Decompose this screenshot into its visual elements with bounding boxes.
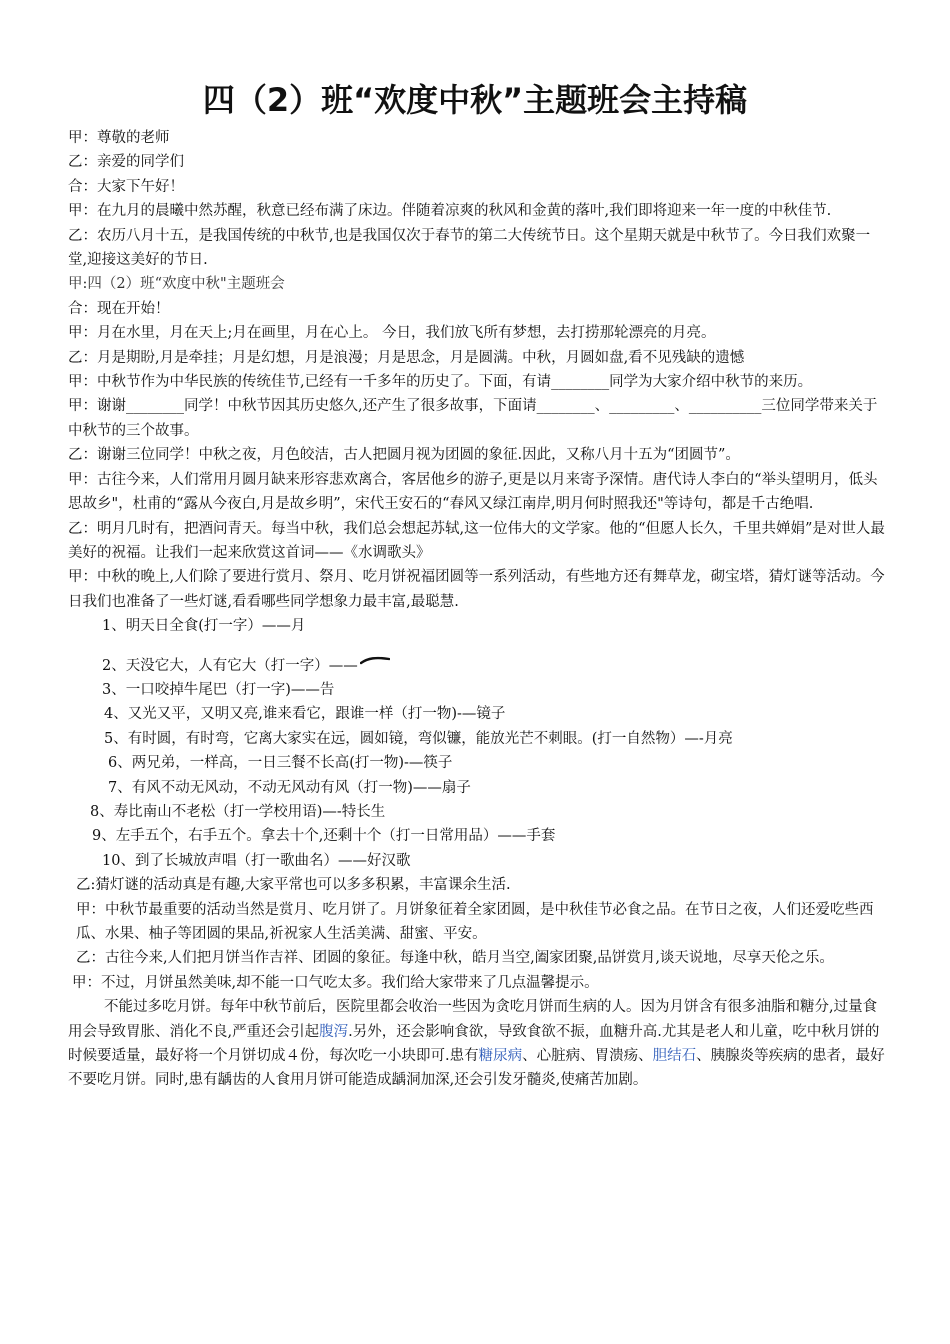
riddle-item: 7、有风不动无风动，不动无风动有风（打一物)——扇子 bbox=[108, 779, 471, 796]
paragraph-health-tip bbox=[68, 995, 888, 1093]
paragraph-history: 甲：中秋节作为中华民族的传统佳节,已经有一千多年的历史了。下面，有请________同学为大家介绍中秋节的来历。 bbox=[68, 374, 813, 391]
document-title: 四（2）班“欢度中秋”主题班会主持稿 bbox=[202, 81, 748, 119]
handwritten-answer bbox=[360, 652, 390, 666]
paragraph-moon-2: 乙：月是期盼,月是牵挂；月是幻想，月是浪漫；月是思念，月是圆满。中秋，月圆如盘,看不见残缺的遗憾 bbox=[68, 349, 745, 366]
riddle-item: 1、明天日全食(打一字）——月 bbox=[102, 618, 306, 635]
riddle-item: 10、到了长城放声唱（打一歌曲名）——好汉歌 bbox=[102, 852, 411, 869]
riddle-item: 8、寿比南山不老松（打一学校用语)—-特长生 bbox=[90, 803, 386, 820]
line-greeting-students: 乙：亲爱的同学们 bbox=[68, 154, 184, 171]
paragraph-mooncake-1: 甲：中秋节最重要的活动当然是赏月、吃月饼了。月饼象征着全家团圆，是中秋佳节必食之品。在节日之夜，人们还爱吃些西瓜、水果、柚子等团圆的果品,祈祝家人生活美满、甜蜜、平安。 bbox=[76, 901, 874, 942]
link-diarrhea[interactable]: 腹泻 bbox=[319, 1023, 349, 1040]
paragraph-reunion: 乙：谢谢三位同学！中秋之夜，月色皎洁，古人把圆月视为团圆的象征.因此，又称八月十五为“团圆节”。 bbox=[68, 447, 740, 464]
riddle-item-text: 2、天没它大，人有它大（打一字）—— bbox=[102, 657, 358, 674]
tip-text: .另外，还会影响食欲，导致食欲不振，血糖升高.尤其是老人和儿童，吃中秋月饼的时候要适量，最好将一个月饼切成４份，每次吃一小块即可.患有 bbox=[68, 1023, 880, 1065]
paragraph-poems: 甲：古往今来，人们常用月圆月缺来形容悲欢离合，客居他乡的游子,更是以月来寄予深情。唐代诗人李白的“举头望明月，低头思故乡"，杜甫的“露从今夜白,月是故乡明”，宋代王安石的“春风又绿江南岸,明月何时照我还"等诗句，都是千古绝唱. bbox=[68, 471, 878, 513]
link-diabetes[interactable]: 糖尿病 bbox=[478, 1048, 523, 1065]
tip-text: 不能过多吃月饼。每年中秋节前后，医院里都会收治一些因为贪吃月饼而生病的人。因为月饼含有很多油脂和糖分,过量食用会导致胃胀、消化不良,严重还会引起 bbox=[68, 999, 878, 1040]
line-greeting-all: 合：大家下午好！ bbox=[68, 178, 184, 195]
paragraph-riddles-intro: 甲：中秋的晚上,人们除了要进行赏月、祭月、吃月饼祝福团圆等一系列活动，有些地方还有舞草龙，砌宝塔，猜灯谜等活动。今日我们也准备了一些灯谜,看看哪些同学想象力最丰富,最聪慧. bbox=[68, 569, 885, 610]
paragraph-riddles-end: 乙:猜灯谜的活动真是有趣,大家平常也可以多多积累，丰富课余生活. bbox=[76, 877, 511, 894]
riddle-item: 6、两兄弟，一样高，一日三餐不长高(打一物)-—筷子 bbox=[108, 755, 453, 772]
riddle-item-2 bbox=[68, 652, 888, 678]
riddle-item: 9、左手五个，右手五个。拿去十个,还剩十个（打一日常用品）——手套 bbox=[92, 828, 556, 845]
paragraph-autumn: 甲：在九月的晨曦中然苏醒，秋意已经布满了床边。伴随着凉爽的秋风和金黄的落叶,我们即将迎来一年一度的中秋佳节. bbox=[68, 203, 832, 220]
paragraph-tips-intro: 甲：不过，月饼虽然美味,却不能一口气吃太多。我们给大家带来了几点温馨提示。 bbox=[72, 974, 599, 991]
tip-text: 、胰腺炎等疾病的患者，最好不要吃月饼。同时,患有龋齿的人食用月饼可能造成龋洞加深,还会引发牙髓炎,使痛苦加剧。 bbox=[68, 1048, 885, 1089]
line-start: 合：现在开始！ bbox=[68, 300, 170, 317]
line-meeting-name: 甲:四（2）班“欢度中秋"主题班会 bbox=[68, 276, 285, 293]
tip-text: 、心脏病、胃溃疡、 bbox=[522, 1048, 653, 1065]
link-gallstone[interactable]: 胆结石 bbox=[652, 1048, 697, 1065]
paragraph-festival-intro: 乙：农历八月十五，是我国传统的中秋节,也是我国仅次于春节的第二大传统节日。这个星期天就是中秋节了。今日我们欢聚一堂,迎接这美好的节日. bbox=[68, 227, 871, 269]
line-greeting-teacher: 甲：尊敬的老师 bbox=[68, 130, 170, 146]
paragraph-mooncake-2: 乙：古往今来,人们把月饼当作吉祥、团圆的象征。每逢中秋，皓月当空,阖家团聚,品饼赏月,谈天说地，尽享天伦之乐。 bbox=[76, 950, 834, 967]
riddle-item: 4、又光又平，又明又亮,谁来看它，跟谁一样（打一物)-—镜子 bbox=[104, 706, 506, 723]
paragraph-stories: 甲：谢谢________同学！中秋节因其历史悠久,还产生了很多故事，下面请________、_________、__________三位同学带来关于中秋节的三个故事。 bbox=[68, 398, 878, 439]
paragraph-sushi: 乙：明月几时有，把酒问青天。每当中秋，我们总会想起苏轼,这一位伟大的文学家。他的“但愿人长久，千里共婵娟”是对世人最美好的祝福。让我们一起来欣赏这首词——《水调歌头》 bbox=[68, 520, 885, 561]
document-body bbox=[68, 126, 888, 1093]
riddle-item: 3、一口咬掉牛尾巴（打一字)——告 bbox=[102, 681, 335, 698]
paragraph-moon-1: 甲：月在水里，月在天上;月在画里，月在心上。 今日，我们放飞所有梦想，去打捞那轮漂亮的月亮。 bbox=[68, 325, 716, 342]
riddle-item: 5、有时圆，有时弯，它离大家实在远，圆如镜，弯似镰，能放光芒不刺眼。(打一自然物）—-月亮 bbox=[104, 730, 733, 747]
